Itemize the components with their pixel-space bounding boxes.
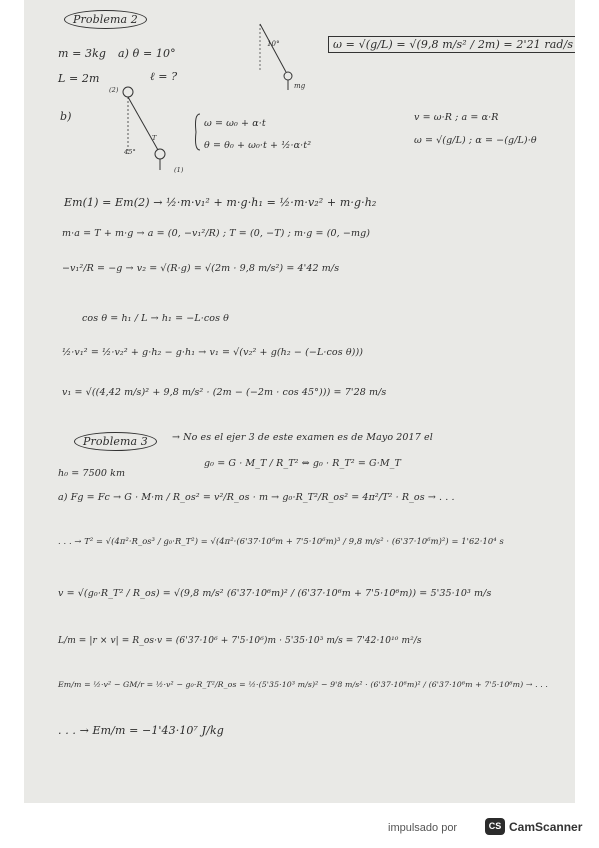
problem-2-title: Problema 2 (64, 10, 147, 29)
kinematics-eq-1: ω = ω₀ + α·t (204, 118, 266, 129)
state-1-label: (1) (174, 166, 184, 174)
unknown-question: ℓ = ? (150, 70, 178, 83)
v1-expression: ½·v₁² = ½·v₂² + g·h₂ − g·h₁ → v₁ = √(v₂² + g(h₂ − (−L·cos θ))) (62, 347, 364, 358)
state-2-label: (2) (109, 86, 119, 94)
newton-forces: m·a = T + m·g → a = (0, −v₁²/R) ; T = (0, −T) ; m·g = (0, −mg) (62, 228, 371, 239)
powered-by-text: impulsado por (388, 822, 458, 834)
sketch-mg-label: mg (294, 82, 306, 90)
problem-3-title: Problema 3 (74, 432, 157, 451)
cos-relation: cos θ = h₁ / L → h₁ = −L·cos θ (82, 313, 229, 324)
v1-result: v₁ = √((4,42 m/s)² + 9,8 m/s² · (2m − (−2m · cos 45°))) = 7'28 m/s (62, 387, 387, 398)
angular-momentum-result: L/m = |r × v| = R_os·v = (6'37·10⁶ + 7'5·10⁶)m · 5'35·10³ m/s = 7'42·10¹⁰ m²/s (58, 636, 422, 646)
v2-derivation: −v₁²/R = −g → v₂ = √(R·g) = √(2m · 9,8 m/s²) = 4'42 m/s (62, 263, 340, 274)
height-given: h₀ = 7500 km (58, 468, 126, 479)
part-b-label: b) (60, 110, 72, 123)
energy-conservation: Em(1) = Em(2) → ½·m·v₁² + m·g·h₁ = ½·m·v₂² + m·g·h₂ (64, 196, 377, 209)
camscanner-name: CamScanner (509, 820, 583, 834)
mechanical-energy-result: . . . → Em/m = −1'43·10⁷ J/kg (58, 724, 224, 737)
brace (192, 112, 202, 152)
notebook-page (24, 0, 575, 803)
gravity-relation: g₀ = G · M_T / R_T² ⇔ g₀ · R_T² = G·M_T (204, 458, 401, 469)
relation-eq-2: ω = √(g/L) ; α = −(g/L)·θ (414, 135, 537, 146)
scanner-footer (0, 803, 599, 848)
angle-45-label: 45° (124, 148, 136, 156)
velocity-result: v = √(g₀·R_T² / R_os) = √(9,8 m/s² (6'37·10⁶m)² / (6'37·10⁶m + 7'5·10⁶m)) = 5'35·10³ m/s (58, 588, 492, 599)
mass-given: m = 3kg (58, 47, 107, 60)
mechanical-energy-eq: Em/m = ½·v² − GM/r = ½·v² − g₀·R_T²/R_os = ½·(5'35·10³ m/s)² − 9'8 m/s² · (6'37·10⁶m)² / (6'37·10⁶m + 7'5·10⁶m) → . . . (58, 680, 548, 689)
kinematics-eq-2: θ = θ₀ + ω₀·t + ½·α·t² (204, 140, 312, 151)
length-given: L = 2m (58, 72, 100, 85)
pendulum-sketch-b (114, 84, 184, 176)
camscanner-logo-icon: CS (485, 818, 505, 835)
problem-3-note: → No es el ejer 3 de este examen es de Mayo 2017 el (172, 432, 433, 443)
sketch-angle-label: 10° (267, 40, 280, 48)
period-result: . . . → T² = √(4π²·R_os³ / g₀·R_T²) = √(4π²·(6'37·10⁶m + 7'5·10⁶m)³ / 9,8 m/s² · (6'37·10⁶m)²) = 1'62·10⁴ s (58, 536, 504, 546)
relation-eq-1: v = ω·R ; a = α·R (414, 112, 499, 123)
force-balance: a) Fg = Fc → G · M·m / R_os² = v²/R_os · m → g₀·R_T²/R_os² = 4π²/T² · R_os → . . . (58, 492, 455, 503)
omega-result: ω = √(g/L) = √(9,8 m/s² / 2m) = 2'21 rad/s (328, 38, 575, 51)
tension-label: T (152, 134, 157, 142)
part-a-label: a) θ = 10° (118, 47, 176, 60)
